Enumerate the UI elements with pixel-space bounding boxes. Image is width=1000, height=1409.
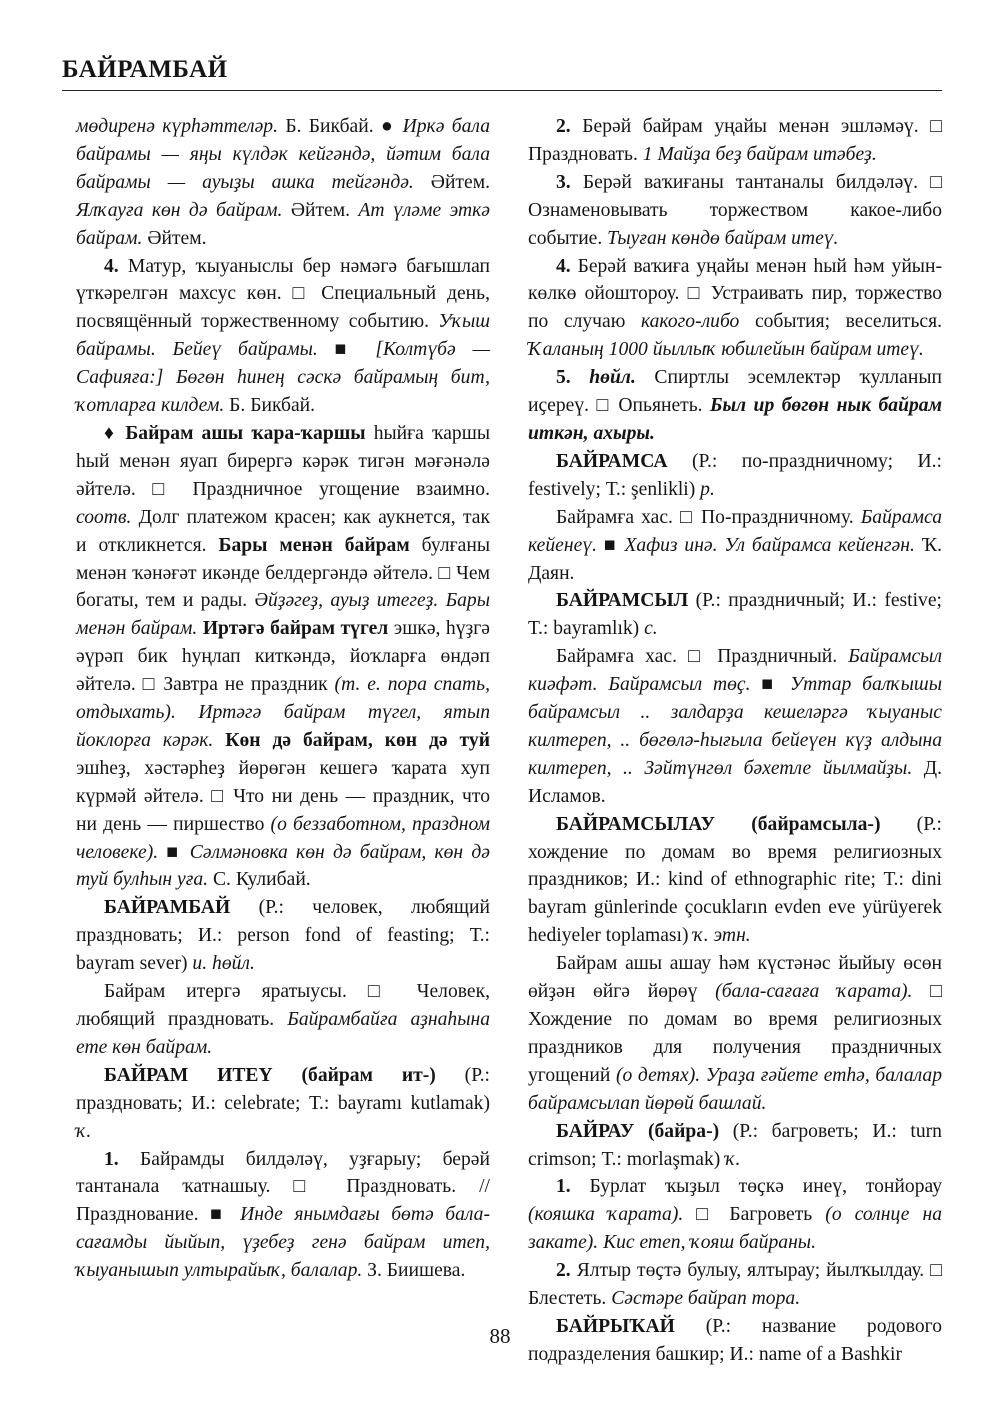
definition: [76, 978, 490, 1062]
sense-number: 4.: [556, 255, 571, 277]
entry-bayram-iteu: [76, 1062, 490, 1146]
headword: БАЙРАМСЫЛАУ: [556, 813, 715, 835]
definition-text: һыйға ҡаршы һый менән яуап бирергә кәрәк тигән мәғәнәлә әйтелә. □ Праздничное угощение взаимно.: [76, 422, 490, 500]
example-text: (т. е. пора спать, отдыхать). Иртәгә байрам түгел, ятып йоклорға кәрәк.: [76, 674, 490, 751]
definition-text: Берәй ваҡиға уңайы менән һый һәм уйын-көлкө ойоштороу. □ Устраивать пир, торжество по случаю: [528, 255, 942, 333]
definition: [528, 643, 942, 810]
translations: (Р.: багроветь; И.: turn crimson; Т.: morlaşmak): [528, 1120, 942, 1170]
stem-form: (байрамсыла-): [715, 813, 881, 835]
definition-text: события; веселиться.: [739, 311, 942, 333]
entry-continuation: [76, 113, 490, 253]
translations: (Р.: праздновать; И.: celebrate; Т.: bayramı kutlamak): [76, 1064, 490, 1114]
quote-author: Б. Бикбай.: [224, 395, 316, 417]
quote-text: Уттар балҡышы байрамсыл .. залдарҙа кешеләргә ҡыуаныс килтереп, .. бөгөлә-һығыла бейеүен күҙ алдына килтереп, .. Зәйтүнгөл бәхетле йылмайҙы.: [528, 674, 942, 779]
quote-text: Хафиз инә. Ул байрамса кейенгән.: [624, 534, 915, 556]
idiom-headword: ♦ Байрам ашы ҡара-ҡаршы: [104, 422, 366, 444]
example-text: (о беззаботном, праздном человеке).: [76, 813, 491, 863]
grammar-label: ҡ.: [725, 1148, 741, 1170]
definition-text: булғаны менән ҡәнәғәт икәнде белдергәндә әйтелә. □ Чем богаты, тем и рады.: [76, 534, 490, 612]
left-column: [76, 113, 490, 1285]
quote-author: Ҡ. Даян.: [528, 534, 942, 584]
grammar-label: ҡ. этн.: [693, 925, 751, 947]
grammar-label: р.: [700, 478, 715, 500]
grammar-label: с.: [644, 618, 658, 640]
quote-author: Д. Исламов.: [528, 757, 942, 807]
square-bullet: ■: [596, 534, 625, 556]
definition-text: Байрамға хас. □ Праздничный.: [556, 646, 849, 668]
translations: (Р.: по-праздничному; И.: festively; Т.: şenlikli): [528, 450, 942, 500]
sense-number: 4.: [104, 255, 119, 277]
translations: (Р.: хождение по домам во время религиозных праздников; И.: kind of ethnographic rite; Т.: dini bayram günlerinde çocukların evden eve yürüyerek hediyeler toplaması): [528, 813, 942, 947]
definition-text: Матур, ҡыуаныслы бер нәмәгә бағышлап үткәрелгән махсус көн. □ Специальный день, посвящённый торжественному событию.: [76, 255, 490, 333]
definition-text: Байрамға хас. □ По-праздничному.: [556, 506, 861, 528]
example-text: Был ир бөгөн нык байрам иткән, ахыры.: [528, 395, 942, 444]
abbreviation: какого-либо: [640, 311, 740, 333]
definition-text: Долг платежом красен; как аукнется, так и откликнется.: [76, 506, 490, 556]
quote-author: С. Кулибай.: [208, 869, 311, 891]
running-header: БАЙРАМБАЙ: [62, 56, 228, 83]
headword: БАЙРАУ: [556, 1120, 635, 1142]
square-bullet: ■: [158, 841, 190, 863]
translations: (Р.: праздничный; И.: festive; Т.: bayramlık): [528, 590, 942, 640]
source-label: Әйтем.: [282, 199, 359, 221]
grammar-label: һөйл.: [589, 367, 636, 389]
sense-2: [528, 113, 942, 169]
proverb-text: Иркә бала байрамы — яңы күлдәк кейгәндә, йәтим бала байрамы — ауыҙы ашка тейгәндә.: [76, 116, 490, 193]
entry-bayramsa: [528, 448, 942, 504]
stem-form: (байра-): [634, 1120, 720, 1142]
sense-2: [528, 1257, 942, 1313]
definition-text: Берәй байрам уңайы менән эшләмәү. □ Праздновать.: [528, 116, 942, 165]
example-text: (о детях). Ураҙа ғәйете етһә, балалар байрамсылап йөрөй башлай.: [528, 1064, 942, 1114]
headword: БАЙРАМ ИТЕҮ: [104, 1064, 273, 1086]
definition-text: эшһеҙ, хәстәрһеҙ йөрөгән кешегә ҡарата хуп күрмәй әйтелә. □ Что ни день — праздник, что ни день — пиршество: [76, 757, 490, 835]
proverb-text: Ялҡауға көн дә байрам.: [76, 199, 283, 221]
abbreviation: соотв.: [76, 506, 132, 528]
idiom-headword: Иртәгә байрам түгел: [202, 618, 389, 640]
example-text: Тыуған көндө байрам итеү.: [607, 227, 839, 249]
sense-3: [528, 169, 942, 253]
definition-text: Берәй ваҡиғаны тантаналы билдәләү. □ Ознаменовывать торжеством какое-либо событие.: [528, 171, 942, 249]
translations: (Р.: название родового подразделения башкир; И.: name of a Bashkir: [528, 1315, 942, 1365]
usage-note: (бала-сағаға ҡарата).: [715, 981, 913, 1003]
definition-text: □ Хождение по домам во время религиозных праздников для получения праздничных угощений: [528, 981, 943, 1086]
grammar-label: ҡ.: [76, 1120, 92, 1142]
page-number: 88: [489, 1324, 511, 1348]
example-text: Байрамса кейенеү.: [528, 506, 942, 556]
entry-bayramsyl: [528, 587, 942, 643]
sense-1: [76, 1146, 490, 1286]
example-text: Ҡаланың 1000 йыллыҡ юбилейын байрам итеү.: [528, 339, 924, 361]
spacer: [213, 730, 225, 751]
sense-number: 1.: [104, 1148, 119, 1170]
example-text: Уҡыш байрамы. Бейеү байрамы.: [76, 311, 490, 361]
definition-text: Ялтыр төҫтә булыу, ялтырау; йылҡылдау. □ Блестеть.: [528, 1260, 942, 1310]
usage-note: (кояшка ҡарата).: [528, 1204, 684, 1226]
translations: (Р.: человек, любящий праздновать; И.: person fond of feasting; Т.: bayram sever): [76, 897, 490, 975]
example-text: 1 Майҙа беҙ байрам итәбеҙ.: [642, 143, 877, 165]
sense-number: 2.: [556, 1260, 571, 1282]
proverb-text: Ат үләме эткә байрам.: [76, 199, 490, 249]
square-bullet: ■: [750, 674, 790, 696]
definition-text: Бурлат ҡыҙыл төҫкә инеү, тонйорау: [570, 1176, 942, 1198]
example-text: мөдиренә күрһәттеләр.: [76, 116, 278, 137]
example-text: Байрамсыл киәфәт. Байрамсыл төҫ.: [528, 646, 942, 696]
quote-text: [Колтүбә — Сафияға:] Бөгөн һинең сәскә байрамың бит, ҡотларға килдем.: [76, 339, 490, 417]
sense-number: 1.: [556, 1176, 571, 1198]
quote-text: Сәлмәновка көн дә байрам, көн дә туй булһын уға.: [76, 841, 490, 891]
sense-number: 5.: [556, 367, 571, 389]
spacer: [571, 367, 590, 388]
definition-text: Байрам итергә яратыусы. □ Человек, любящий праздновать.: [76, 981, 490, 1030]
header-rule: [62, 90, 942, 91]
sense-4: [76, 253, 490, 420]
sense-number: 3.: [556, 171, 571, 193]
source-author: Б. Бикбай. ●: [277, 116, 403, 137]
sense-4: [528, 253, 942, 365]
right-column: [528, 113, 942, 1369]
quote-text: Инде янымдағы бөтә бала-сағамды йыйып, үҙебеҙ генә байрам итеп, ҡыуанышып ултырайыҡ, балалар.: [76, 1204, 490, 1282]
source-label: Әйтем.: [413, 171, 490, 193]
entry-bayrambay: [76, 894, 490, 978]
definition-text: Спиртлы эсемлектәр ҡулланып иҫереү. □ Опьянеть.: [528, 367, 942, 417]
definition-text: □ Багроветь: [683, 1204, 826, 1226]
quote-author: З. Биишева.: [362, 1260, 466, 1282]
example-text: Әйҙәгеҙ, ауыҙ итегеҙ. Бары менән байрам.: [76, 590, 490, 640]
example-text: Сәстәре байрап тора.: [611, 1288, 801, 1310]
idioms-block: [76, 420, 490, 894]
headword: БАЙРАМБАЙ: [104, 897, 231, 919]
headword: БАЙРАМСА: [556, 450, 668, 472]
example-text: (о солнце на закате). Кис етеп, ҡояш байраны.: [528, 1204, 942, 1254]
entry-bayramsylau: [528, 811, 942, 951]
headword: БАЙРЫҠАЙ: [556, 1315, 675, 1337]
definition: [528, 950, 942, 1117]
headword: БАЙРАМСЫЛ: [556, 590, 689, 612]
definition-text: Байрам ашы ашау һәм күстәнәс йыйыу өсөн өйҙән өйгә йөрөү: [528, 953, 942, 1003]
example-text: Байрамбайға аҙнаһына ете көн байрам.: [76, 1009, 490, 1058]
idiom-headword: Көн дә байрам, көн дә туй: [225, 729, 490, 751]
definition-text: Байрамды билдәләү, уҙғарыу; берәй тантанала ҡатнашыу. □ Праздновать. // Празднование. ■: [76, 1148, 490, 1226]
sense-1: [528, 1173, 942, 1257]
sense-5: [528, 364, 942, 448]
source-label: Әйтем.: [142, 227, 207, 249]
idiom-headword: Бары менән байрам: [218, 534, 410, 556]
sense-number: 2.: [556, 116, 571, 137]
square-bullet: ■: [317, 339, 376, 361]
definition: [528, 504, 942, 588]
stem-form: (байрам ит-): [272, 1064, 436, 1086]
entry-bayrau: [528, 1118, 942, 1174]
definition-text: эшкә, һүҙгә әүрәп бик һуңлап киткәндә, йоҡларға өндәп әйтелә. □ Завтра не праздник: [76, 618, 490, 696]
grammar-label: и. һөйл.: [192, 953, 255, 975]
